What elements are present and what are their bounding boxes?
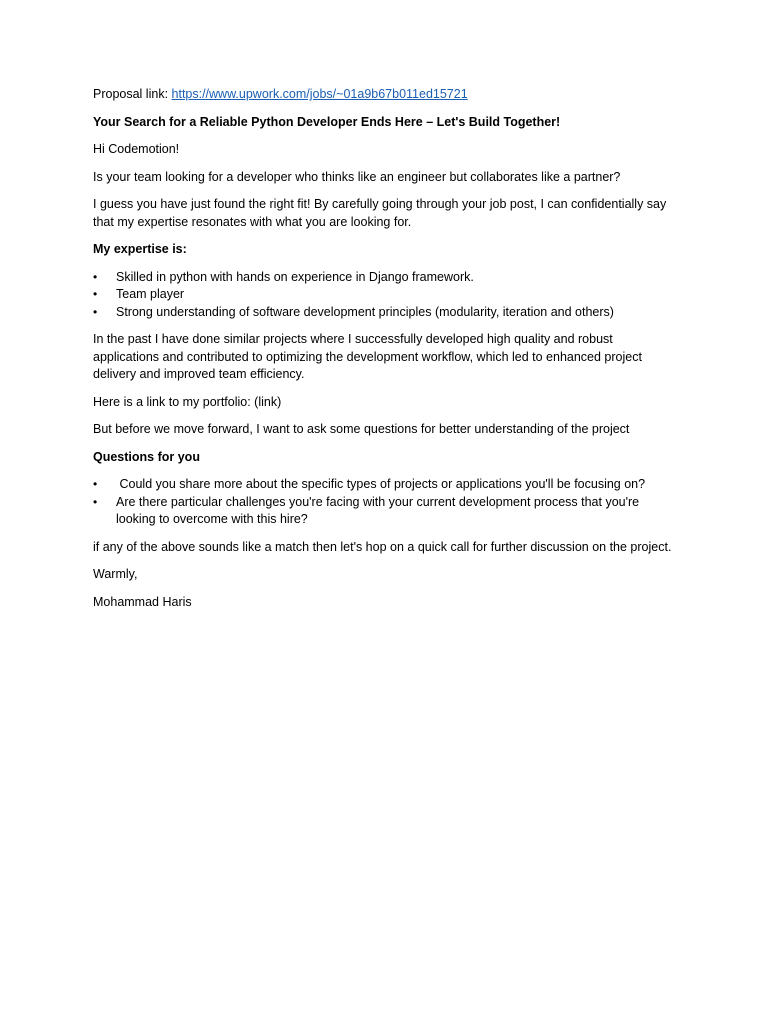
intro-question: Is your team looking for a developer who thinks like an engineer but collaborates like a partner? xyxy=(93,169,621,184)
question-item-text: Are there particular challenges you're facing with your current development process that you're looking to overcome with this hire? xyxy=(116,494,640,526)
expertise-heading: My expertise is: xyxy=(93,242,187,256)
bullet-icon: • xyxy=(93,477,98,491)
proposal-title: Your Search for a Reliable Python Developer Ends Here – Let's Build Together! xyxy=(93,114,561,129)
past-work-paragraph: In the past I have done similar projects where I successfully developed high quality and robust applications and contributed to optimizing the development workflow, which led to enhanced project delivery and improved team efficiency. xyxy=(93,332,642,381)
proposal-link-label: Proposal link: xyxy=(93,87,172,101)
questions-list xyxy=(93,476,675,529)
signature: Mohammad Haris xyxy=(93,594,192,609)
document-page xyxy=(93,86,675,621)
portfolio-line: Here is a link to my portfolio: (link) xyxy=(93,394,282,409)
bullet-icon: • xyxy=(93,287,98,301)
expertise-list xyxy=(93,269,675,322)
questions-heading: Questions for you xyxy=(93,449,200,464)
list-item xyxy=(93,286,675,304)
expertise-item-text: Team player xyxy=(116,287,185,301)
questions-intro: But before we move forward, I want to ask some questions for better understanding of the project xyxy=(93,422,630,436)
list-item xyxy=(93,476,675,494)
expertise-item-text: Strong understanding of software development principles (modularity, iteration and others) xyxy=(116,304,614,319)
list-item xyxy=(93,304,675,322)
proposal-link[interactable]: https://www.upwork.com/jobs/~01a9b67b011ed15721 xyxy=(171,87,468,101)
question-item-text: Could you share more about the specific types of projects or applications you'll be focusing on? xyxy=(116,477,646,491)
list-item xyxy=(93,269,675,287)
bullet-icon: • xyxy=(93,494,98,509)
proposal-line xyxy=(93,86,675,104)
bullet-icon: • xyxy=(93,304,98,319)
closing-paragraph: if any of the above sounds like a match then let's hop on a quick call for further discussion on the project. xyxy=(93,539,672,554)
bullet-icon: • xyxy=(93,269,98,284)
greeting: Hi Codemotion! xyxy=(93,142,180,156)
signoff: Warmly, xyxy=(93,567,138,581)
intro-paragraph: I guess you have just found the right fit! By carefully going through your job post, I can confidentially say that my expertise resonates with what you are looking for. xyxy=(93,197,667,229)
list-item xyxy=(93,494,675,529)
expertise-item-text: Skilled in python with hands on experience in Django framework. xyxy=(116,269,474,284)
